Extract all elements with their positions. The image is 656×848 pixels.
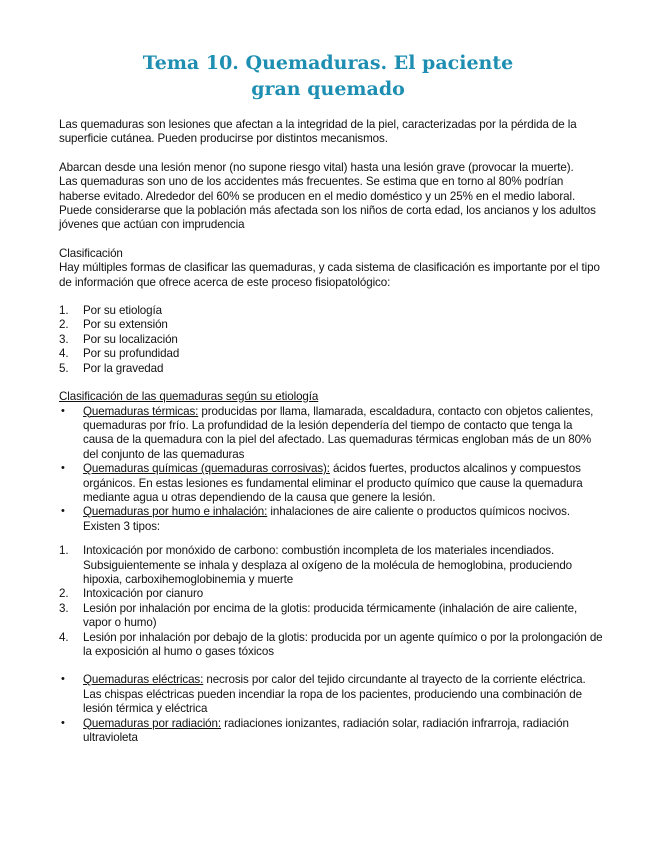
list-item: 3. Por su localización [59,332,178,346]
list-item: 3. Lesión por inhalación por encima de la glotis: producida térmicamente (inhalación de aire caliente, vapor o humo) [59,601,578,630]
bullet-item: • Quemaduras térmicas: producidas por llama, llamarada, escaldadura, contacto con objetos calientes, quemaduras por frío. La profundidad de la lesión dependería del tiempo de contacto que tenga la causa de la quemadura con la piel del afectado. Las quemaduras térmicas engloban más de un 80% del conjunto de las quemaduras [61,404,594,461]
bullet-item: • Quemaduras eléctricas: necrosis por calor del tejido circundante al trayecto de la corriente eléctrica. Las chispas eléctricas pueden incendiar la ropa de los pacientes, produciendo una combinación de lesión térmica y eléctrica [61,673,586,716]
title-line-2: gran quemado [251,78,405,100]
list-item: 4. Lesión por inhalación por debajo de la glotis: producida por un agente químico o por la prolongación de la exposición al humo o gases tóxicos [59,630,603,658]
bullet-item: • Quemaduras por humo e inhalación: inhalaciones de aire caliente o productos químicos nocivos. Existen 3 tipos: [61,505,570,533]
etiologia-bullets-a [59,405,604,535]
bullet-item: • Quemaduras por radiación: radiaciones ionizantes, radiación solar, radiación infrarroja, radiación ultravioleta [61,716,569,745]
list-item: 2. Por su extensión [59,318,168,332]
intro-paragraph-1: Las quemaduras son lesiones que afectan a la integridad de la piel, caracterizadas por la pérdida de la superficie cutánea. Pueden producirse por distintos mecanismos. [59,118,577,146]
intro-paragraph-2: Abarcan desde una lesión menor (no supone riesgo vital) hasta una lesión grave (provocar la muerte). [59,160,574,174]
list-item: 1. Intoxicación por monóxido de carbono: combustión incompleta de los materiales incendiados. Subsiguientemente se inhala y desplaza al oxígeno de la molécula de hemoglobina, produciendo hipoxia, carboxihemoglobinemia y muerte [59,544,573,586]
document-body [59,118,604,745]
list-item: 1. Por su etiología [59,304,162,318]
inhalacion-tipos-list [59,544,604,659]
section-heading-etiologia: Clasificación de las quemaduras según su etiología [59,390,319,404]
clasificacion-text: Hay múltiples formas de clasificar las quemaduras, y cada sistema de clasificación es importante por el tipo de información que ofrece acerca de este proceso fisiopatológico: [59,261,600,289]
section-heading-clasificacion: Clasificación [59,246,123,260]
etiologia-bullets-b [59,673,604,745]
bullet-item: • Quemaduras químicas (quemaduras corrosivas): ácidos fuertes, productos alcalinos y compuestos orgánicos. En estas lesiones es fundamental eliminar el producto químico que cause la quemadura mediante agua u otras dependiendo de la causa que genere la lesión. [61,462,583,504]
title-line-1: Tema 10. Quemaduras. El paciente [142,52,514,74]
intro-paragraph-3: Las quemaduras son uno de los accidentes más frecuentes. Se estima que en torno al 80% podrían haberse evitado. Alrededor del 60% se producen en el medio doméstico y un 25% en el medio laboral. [59,175,576,203]
list-item: 5. Por la gravedad [59,361,164,375]
intro-paragraph-4: Puede considerarse que la población más afectada son los niños de corta edad, los ancianos y los adultos jóvenes que actúan con imprudencia [59,204,596,232]
list-item: 2. Intoxicación por cianuro [59,587,204,601]
page-title [0,50,656,102]
list-item: 4. Por su profundidad [59,347,180,361]
clasificacion-list [59,304,604,376]
